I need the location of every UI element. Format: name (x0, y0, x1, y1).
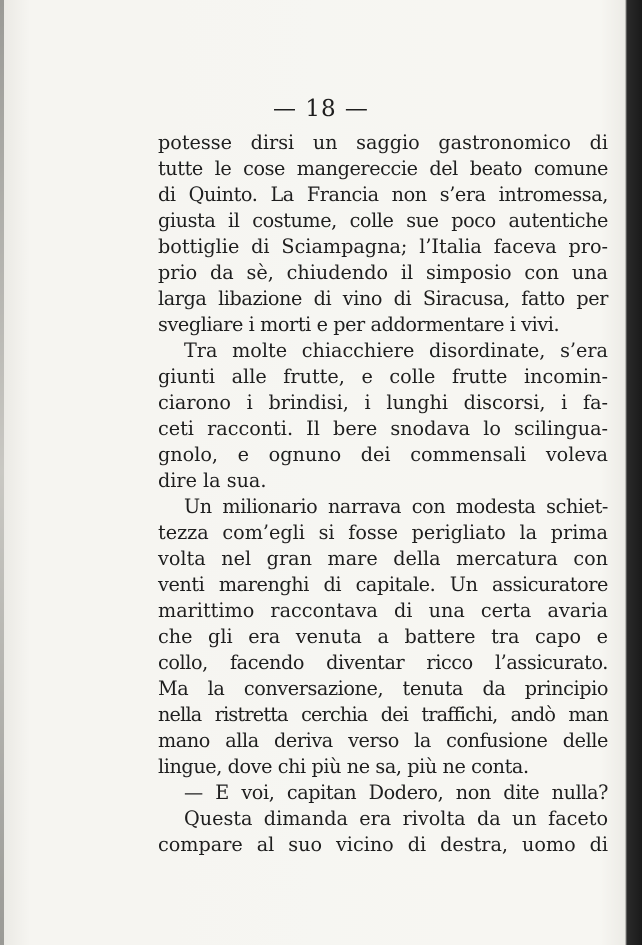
page-number: — 18 — (273, 96, 369, 122)
text-line: mano alla deriva verso la confusione delle (158, 729, 608, 752)
text-line: Questa dimanda era rivolta da un faceto (184, 807, 608, 830)
text-line: giunti alle frutte, e colle frutte incomin- (158, 365, 608, 388)
text-line: prio da sè, chiudendo il simposio con una (158, 261, 608, 284)
text-line: giusta il costume, colle sue poco autentiche (158, 209, 608, 232)
text-line: gnolo, e ognuno dei commensali voleva (158, 443, 608, 466)
text-line: tezza com’egli si fosse perigliato la prima (158, 521, 608, 544)
text-line: Ma la conversazione, tenuta da principio (158, 677, 608, 700)
text-line: — E voi, capitan Dodero, non dite nulla? (184, 781, 608, 804)
text-line: dire la sua. (158, 469, 267, 492)
text-line: potesse dirsi un saggio gastronomico di (158, 131, 608, 154)
text-line: tutte le cose mangereccie del beato comune (158, 157, 608, 180)
text-line: che gli era venuta a battere tra capo e (158, 625, 608, 648)
text-line: svegliare i morti e per addormentare i vivi. (158, 313, 560, 336)
page-binding-edge (0, 0, 4, 945)
text-line: collo, facendo diventar ricco l’assicurato. (158, 651, 608, 674)
text-line: venti marenghi di capitale. Un assicuratore (158, 573, 608, 596)
text-line: ceti racconti. Il bere snodava lo scilingua- (158, 417, 608, 440)
text-line: lingue, dove chi più ne sa, più ne conta. (158, 755, 529, 778)
text-line: ciarono i brindisi, i lunghi discorsi, i fa- (158, 391, 608, 414)
text-line: di Quinto. La Francia non s’era intromessa, (158, 183, 608, 206)
text-line: compare al suo vicino di destra, uomo di (158, 833, 608, 856)
text-line: Un milionario narrava con modesta schiet- (184, 495, 608, 518)
text-line: larga libazione di vino di Siracusa, fatto per (158, 287, 608, 310)
text-line: marittimo raccontava di una certa avaria (158, 599, 608, 622)
text-line: volta nel gran mare della mercatura con (158, 547, 608, 570)
text-line: bottiglie di Sciampagna; l’Italia faceva pro- (158, 235, 608, 258)
text-line: nella ristretta cerchia dei traffichi, andò man (158, 703, 608, 726)
page-body (158, 130, 608, 858)
text-line: Tra molte chiacchiere disordinate, s’era (184, 339, 608, 362)
